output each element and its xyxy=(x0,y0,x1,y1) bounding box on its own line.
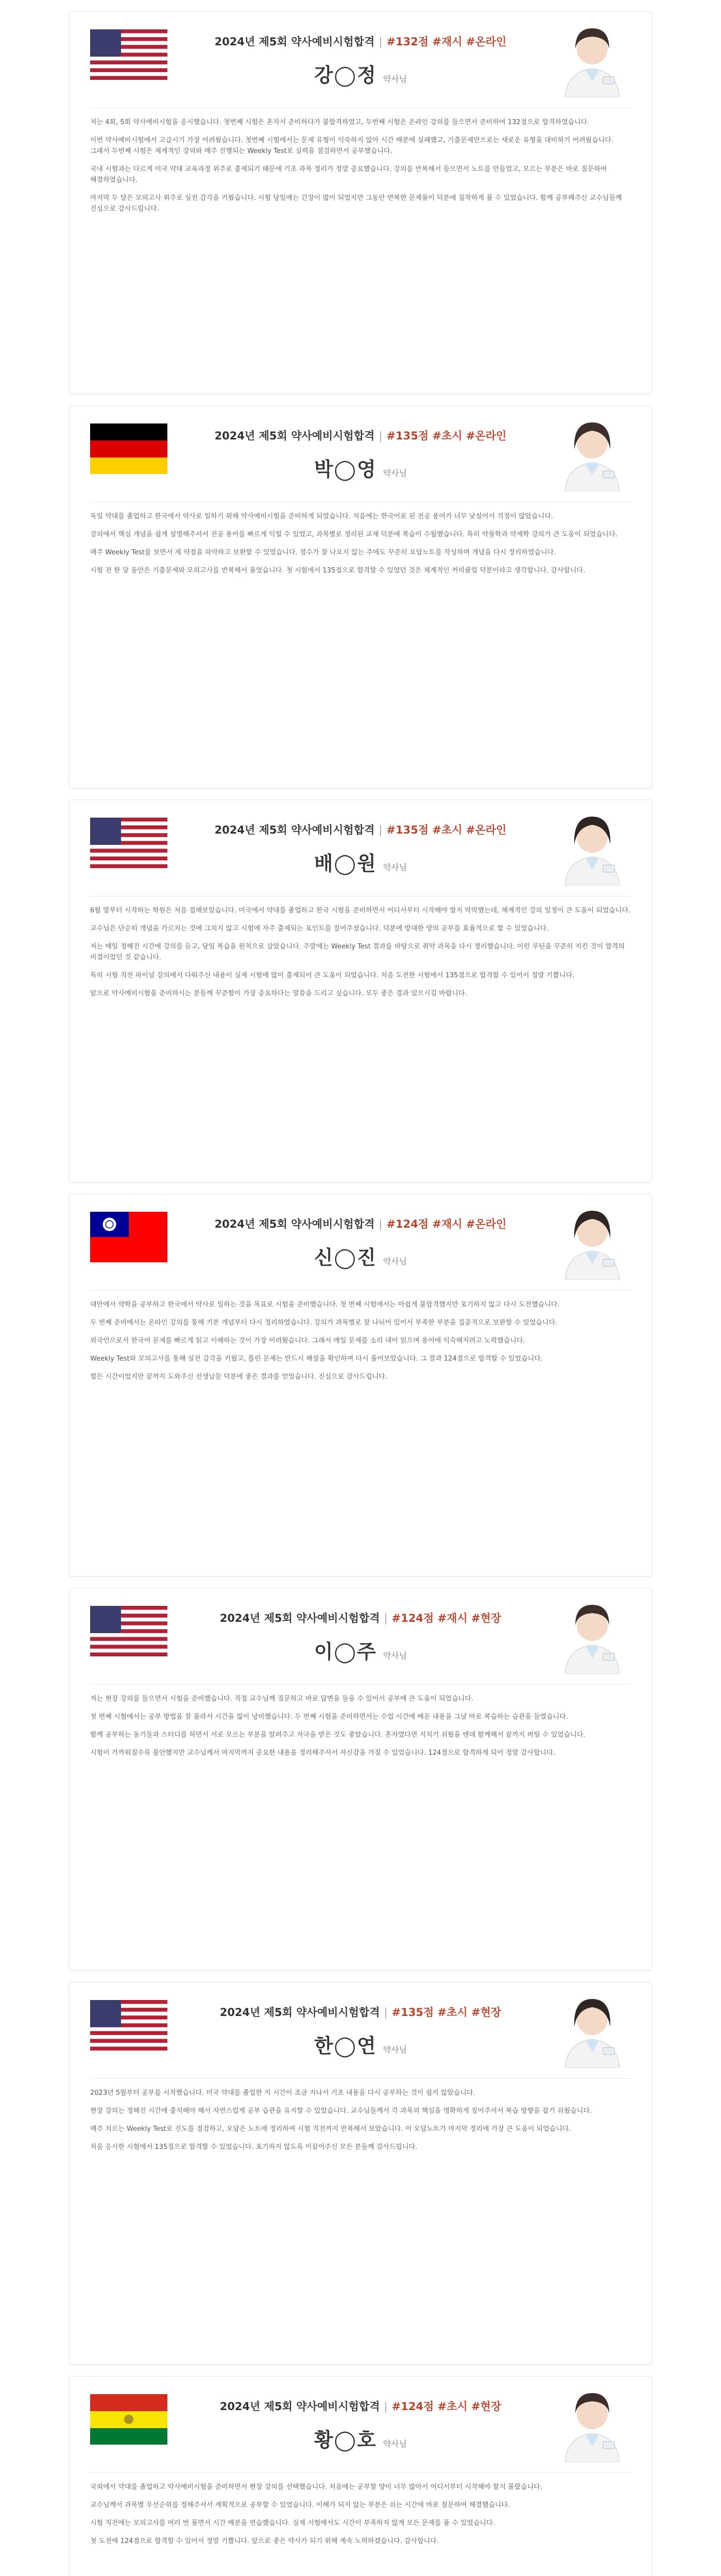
score-tags: #124점 #재시 #온라인 xyxy=(386,1218,507,1230)
review-header xyxy=(70,800,651,894)
score-tags: #124점 #초시 #현장 xyxy=(391,2400,502,2413)
reviewer-name: 강◯정 xyxy=(314,64,377,87)
exam-title: 2024년 제5회 약사예비시험합격 xyxy=(219,2400,380,2413)
review-paragraph: 교수님께서 과목별 우선순위를 정해주셔서 계획적으로 공부할 수 있었습니다. 이해가 되지 않는 부분은 쉬는 시간에 바로 질문하여 해결했습니다. xyxy=(90,2501,510,2509)
review-paragraph: 국외에서 약대를 졸업하고 약사예비시험을 준비하면서 현장 강의를 선택했습니다. 처음에는 공부할 양이 너무 많아서 어디서부터 시작해야 할지 몰랐습니다. xyxy=(90,2483,543,2491)
review-paragraph: 2023년 5월부터 공부를 시작했습니다. 미국 약대를 졸업한 지 시간이 조금 지나서 기초 내용을 다시 공부하는 것이 쉽지 않았습니다. xyxy=(90,2089,475,2097)
pharmacist-avatar-icon xyxy=(554,19,631,97)
review-paragraph: 시험 전 한 달 동안은 기출문제와 모의고사를 반복해서 풀었습니다. 첫 시험에서 135점으로 합격할 수 있었던 것은 체계적인 커리큘럼 덕분이라고 생각합니다. 감사합니다. xyxy=(90,567,586,574)
review-card xyxy=(69,405,652,788)
reviewer-name: 박◯영 xyxy=(314,458,377,481)
pharmacist-avatar-icon xyxy=(554,413,631,492)
flag-usa-icon xyxy=(90,1606,167,1656)
reviewer-role: 약사님 xyxy=(383,2045,407,2055)
review-paragraph: 힘든 시간이었지만 끝까지 도와주신 선생님들 덕분에 좋은 결과를 얻었습니다. 진심으로 감사드립니다. xyxy=(90,1373,388,1381)
reviewer-role: 약사님 xyxy=(383,862,407,872)
review-card xyxy=(69,1982,652,2365)
exam-title: 2024년 제5회 약사예비시험합격 xyxy=(219,2006,380,2019)
review-card xyxy=(69,1588,652,1971)
review-paragraph: 마지막 두 달은 모의고사 위주로 실전 감각을 키웠습니다. 시험 당일에는 긴장이 많이 되었지만 그동안 반복한 문제풀이 덕분에 침착하게 풀 수 있었습니다. 함께 공부해주신 교수님들께 진심으로 감사드립니다. xyxy=(90,194,622,213)
reviewer-name-line xyxy=(178,848,543,876)
exam-title: 2024년 제5회 약사예비시험합격 xyxy=(219,1612,380,1624)
review-paragraph: 처음 응시한 시험에서 135점으로 합격할 수 있었습니다. 포기하지 않도록 이끌어주신 모든 분들께 감사드립니다. xyxy=(90,2143,418,2151)
review-paragraph: 국내 시험과는 다르게 미국 약대 교육과정 위주로 출제되기 때문에 기초 과목 정리가 정말 중요했습니다. 강의를 반복해서 들으면서 노트를 만들었고, 모르는 부분은 바로 질문하여 해결하였습니다. xyxy=(90,165,607,184)
review-paragraph: 첫 번째 시험에서는 공부 방법을 잘 몰라서 시간을 많이 낭비했습니다. 두 번째 시험을 준비하면서는 수업 시간에 배운 내용을 그날 바로 복습하는 습관을 들였습니다. xyxy=(90,1713,569,1721)
review-paragraph: 외국인으로서 한국어 문제를 빠르게 읽고 이해하는 것이 가장 어려웠습니다. 그래서 매일 문제를 소리 내어 읽으며 용어에 익숙해지려고 노력했습니다. xyxy=(90,1337,525,1345)
exam-heading: 2024년 제5회 약사예비시험합격 | #124점 #재시 #현장 xyxy=(219,1612,502,1624)
exam-title: 2024년 제5회 약사예비시험합격 xyxy=(214,36,375,48)
review-paragraph: 저는 4회, 5회 약사예비시험을 응시했습니다. 첫번째 시험은 혼자서 준비하다가 불합격하였고, 두번째 시험은 온라인 강의를 들으면서 준비하여 132점으로 합격하였습니다. xyxy=(90,118,590,126)
flag-usa-icon xyxy=(90,2000,167,2050)
reviewer-name-line xyxy=(178,1242,543,1270)
pharmacist-avatar-icon xyxy=(554,1596,631,1674)
reviewer-name: 배◯원 xyxy=(314,852,377,875)
review-paragraph: 독일 약대를 졸업하고 한국에서 약사로 일하기 위해 약사예비시험을 준비하게 되었습니다. 처음에는 한국어로 된 전공 용어가 너무 낯설어서 걱정이 많았습니다. xyxy=(90,513,553,520)
score-tags: #132점 #재시 #온라인 xyxy=(386,36,507,48)
review-header xyxy=(70,2377,651,2470)
flag-germany-icon xyxy=(90,423,167,474)
review-body xyxy=(90,2482,631,2576)
review-card xyxy=(69,800,652,1182)
reviewer-role: 약사님 xyxy=(383,468,407,478)
review-paragraph: 특히 시험 직전 파이널 강의에서 다뤄주신 내용이 실제 시험에 많이 출제되어 큰 도움이 되었습니다. 처음 도전한 시험에서 135점으로 합격할 수 있어서 정말 기쁩니다. xyxy=(90,972,575,979)
review-paragraph: Weekly Test와 모의고사를 통해 실전 감각을 키웠고, 틀린 문제는 반드시 해설을 확인하며 다시 풀어보았습니다. 그 결과 124점으로 합격할 수 있었습니다. xyxy=(90,1355,543,1363)
review-header xyxy=(70,1194,651,1288)
reviewer-name: 한◯연 xyxy=(314,2035,377,2057)
review-header xyxy=(70,1588,651,1682)
reviewer-role: 약사님 xyxy=(383,1257,407,1266)
review-header xyxy=(70,1982,651,2076)
review-paragraph: 첫 도전에 124점으로 합격할 수 있어서 정말 기쁩니다. 앞으로 좋은 약사가 되기 위해 계속 노력하겠습니다. 감사합니다. xyxy=(90,2537,439,2545)
review-body xyxy=(90,1299,631,1567)
divider xyxy=(90,1290,631,1291)
reviewer-role: 약사님 xyxy=(383,2439,407,2449)
flag-usa-icon xyxy=(90,29,167,80)
exam-heading: 2024년 제5회 약사예비시험합격 | #132점 #재시 #온라인 xyxy=(214,36,507,48)
exam-heading: 2024년 제5회 약사예비시험합격 | #124점 #재시 #온라인 xyxy=(214,1218,507,1230)
review-paragraph: 저는 매일 정해진 시간에 강의를 듣고, 당일 복습을 원칙으로 삼았습니다. 주말에는 Weekly Test 결과를 바탕으로 취약 과목을 다시 정리했습니다. 이런 루틴을 꾸준히 지킨 것이 합격의 비결이었던 것 같습니다. xyxy=(90,943,625,961)
review-body xyxy=(90,905,631,1173)
review-body xyxy=(90,2088,631,2355)
review-paragraph: 대만에서 약학을 공부하고 한국에서 약사로 일하는 것을 목표로 시험을 준비했습니다. 첫 번째 시험에서는 아쉽게 불합격했지만 포기하지 않고 다시 도전했습니다. xyxy=(90,1301,560,1309)
review-paragraph: 강의에서 핵심 개념을 쉽게 설명해주셔서 전공 용어를 빠르게 익힐 수 있었고, 과목별로 정리된 교재 덕분에 복습이 수월했습니다. 특히 약물학과 약제학 강의가 큰 도움이 되었습니다. xyxy=(90,531,618,538)
review-paragraph: 매주 Weekly Test를 보면서 제 약점을 파악하고 보완할 수 있었습니다. 점수가 잘 나오지 않는 주에도 꾸준히 오답노트를 작성하며 개념을 다시 정리하였습니다. xyxy=(90,549,556,556)
reviewer-name-line xyxy=(178,1636,543,1664)
exam-title: 2024년 제5회 약사예비시험합격 xyxy=(214,824,375,836)
pharmacist-avatar-icon xyxy=(554,1201,631,1280)
review-paragraph: 저는 현장 강의를 들으면서 시험을 준비했습니다. 직접 교수님께 질문하고 바로 답변을 들을 수 있어서 공부에 큰 도움이 되었습니다. xyxy=(90,1695,474,1703)
exam-title: 2024년 제5회 약사예비시험합격 xyxy=(214,1218,375,1230)
reviewer-name: 이◯주 xyxy=(314,1640,377,1663)
reviewer-role: 약사님 xyxy=(383,74,407,84)
review-paragraph: 두 번째 준비에서는 온라인 강의를 통해 기본 개념부터 다시 정리하였습니다. 강의가 과목별로 잘 나뉘어 있어서 부족한 부분을 집중적으로 보완할 수 있었습니다. xyxy=(90,1319,558,1327)
review-paragraph: 함께 공부하는 동기들과 스터디를 하면서 서로 모르는 부분을 알려주고 자극을 받은 것도 좋았습니다. 혼자였다면 지치기 쉬웠을 텐데 함께해서 끝까지 버틸 수 있었습니다. xyxy=(90,1731,586,1739)
review-paragraph: 매주 치르는 Weekly Test로 진도를 점검하고, 오답은 노트에 정리하여 시험 직전까지 반복해서 보았습니다. 이 오답노트가 마지막 정리에 가장 큰 도움이 되었습니다. xyxy=(90,2125,571,2133)
review-paragraph: 시험이 가까워질수록 불안했지만 교수님께서 마지막까지 중요한 내용을 정리해주셔서 자신감을 가질 수 있었습니다. 124점으로 합격하게 되어 정말 감사합니다. xyxy=(90,1749,555,1757)
reviewer-name: 신◯진 xyxy=(314,1246,377,1269)
review-card xyxy=(69,1194,652,1577)
reviewer-role: 약사님 xyxy=(383,1651,407,1660)
exam-heading: 2024년 제5회 약사예비시험합격 | #135점 #초시 #온라인 xyxy=(214,430,507,442)
review-header xyxy=(70,406,651,500)
divider xyxy=(90,2472,631,2473)
review-paragraph: 앞으로 약사예비시험을 준비하시는 분들께 꾸준함이 가장 중요하다는 말씀을 드리고 싶습니다. 모두 좋은 결과 있으시길 바랍니다. xyxy=(90,990,467,997)
review-card xyxy=(69,2376,652,2576)
flag-usa-icon xyxy=(90,818,167,868)
divider xyxy=(90,2078,631,2079)
exam-heading: 2024년 제5회 약사예비시험합격 | #124점 #초시 #현장 xyxy=(219,2400,502,2413)
score-tags: #135점 #초시 #온라인 xyxy=(386,430,507,442)
review-paragraph: 이번 약사예비시험에서 고급시기 가장 어려웠습니다. 첫번째 시험에서는 문제 유형이 익숙하지 않아 시간 배분에 실패했고, 기출문제만으로는 새로운 유형을 대비하기 어려웠습니다. 그래서 두번째 시험은 체계적인 강의와 매주 진행되는 Weekly Test로 실력을 점검하면서 공부했습니다. xyxy=(90,137,614,155)
pharmacist-avatar-icon xyxy=(554,2384,631,2462)
exam-heading: 2024년 제5회 약사예비시험합격 | #135점 #초시 #온라인 xyxy=(214,824,507,836)
review-card xyxy=(69,11,652,394)
reviewer-name-line xyxy=(178,59,543,88)
pharmacist-avatar-icon xyxy=(554,1990,631,2068)
score-tags: #124점 #재시 #현장 xyxy=(391,1612,502,1624)
flag-bolivia-icon xyxy=(90,2394,167,2445)
review-paragraph: 현장 강의는 정해진 시간에 출석해야 해서 자연스럽게 공부 습관을 유지할 수 있었습니다. 교수님들께서 각 과목의 핵심을 명확하게 짚어주셔서 복습 방향을 잡기 쉬웠습니다. xyxy=(90,2107,592,2115)
review-body xyxy=(90,117,631,384)
review-paragraph: 6월 말부터 시작하는 학원은 처음 접해보았습니다. 미국에서 약대를 졸업하고 한국 시험을 준비하면서 어디서부터 시작해야 할지 막막했는데, 체계적인 강의 일정이 큰 도움이 되었습니다. xyxy=(90,907,631,914)
exam-heading: 2024년 제5회 약사예비시험합격 | #135점 #초시 #현장 xyxy=(219,2006,502,2019)
reviewer-name-line xyxy=(178,2424,543,2452)
review-body xyxy=(90,511,631,778)
reviewer-name: 황◯호 xyxy=(314,2429,377,2451)
score-tags: #135점 #초시 #현장 xyxy=(391,2006,502,2019)
score-tags: #135점 #초시 #온라인 xyxy=(386,824,507,836)
reviewer-name-line xyxy=(178,453,543,482)
review-header xyxy=(70,12,651,106)
exam-title: 2024년 제5회 약사예비시험합격 xyxy=(214,430,375,442)
flag-taiwan-icon xyxy=(90,1212,167,1262)
review-paragraph: 시험 직전에는 모의고사를 여러 번 풀면서 시간 배분을 연습했습니다. 실제 시험에서도 시간이 부족하지 않게 모든 문제를 풀 수 있었습니다. xyxy=(90,2519,495,2527)
reviewer-name-line xyxy=(178,2030,543,2058)
pharmacist-avatar-icon xyxy=(554,807,631,886)
review-body xyxy=(90,1693,631,1961)
divider xyxy=(90,1684,631,1685)
review-paragraph: 교수님은 단순히 개념을 가르치는 것에 그치지 않고 시험에 자주 출제되는 포인트를 짚어주셨습니다. 덕분에 방대한 양의 공부를 효율적으로 할 수 있었습니다. xyxy=(90,925,549,933)
